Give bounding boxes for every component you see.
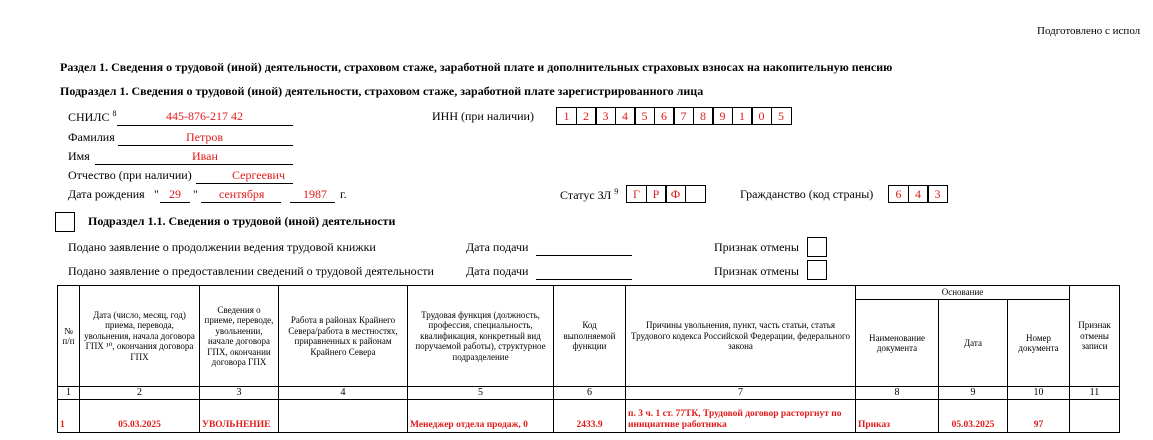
subsection11-title: Подраздел 1.1. Сведения о трудовой (иной) деятельности xyxy=(88,214,396,228)
column-number: 4 xyxy=(279,387,408,400)
table-cell[interactable]: 05.03.2025 xyxy=(80,400,200,433)
subsection-title: Подраздел 1. Сведения о трудовой (иной) деятельности, страховом стаже, заработной плате зарегистрированного лица xyxy=(60,84,704,98)
status-cell[interactable]: Р xyxy=(646,185,667,203)
inn-label: ИНН (при наличии) xyxy=(432,109,534,123)
column-number: 10 xyxy=(1008,387,1070,400)
header-doc-number: Номер документа xyxy=(1008,300,1070,387)
header-info: Сведения о приеме, переводе, увольнении, начале договора ГПХ, окончании договора ГПХ xyxy=(200,286,279,387)
table-cell[interactable]: Приказ xyxy=(856,400,939,433)
table-cell[interactable]: Менеджер отдела продаж, 0 xyxy=(408,400,554,433)
birth-year-suffix: г. xyxy=(340,187,347,201)
cancel-checkbox-2[interactable] xyxy=(807,260,827,280)
citizenship-cell[interactable]: 3 xyxy=(927,185,948,203)
cancel-checkbox-1[interactable] xyxy=(807,237,827,257)
date-submit-label-1: Дата подачи xyxy=(466,240,529,254)
column-number: 9 xyxy=(939,387,1008,400)
table-cell[interactable] xyxy=(1070,400,1120,433)
column-number: 2 xyxy=(80,387,200,400)
inn-cell[interactable]: 5 xyxy=(634,107,655,125)
column-number: 11 xyxy=(1070,387,1120,400)
patronymic-line xyxy=(196,183,293,184)
status-label: Статус ЗЛ $^9$ xyxy=(560,187,619,202)
inn-cell[interactable]: 2 xyxy=(576,107,597,125)
table-cell[interactable]: 2433.9 xyxy=(554,400,626,433)
header-num: № п/п xyxy=(58,286,80,387)
name-value[interactable]: Иван xyxy=(192,149,218,163)
cancel-label-2: Признак отмены xyxy=(714,264,799,278)
patronymic-value[interactable]: Сергеевич xyxy=(232,168,286,182)
labor-activity-table xyxy=(57,285,1120,433)
header-cancel: Признак отмены записи xyxy=(1070,286,1120,387)
patronymic-label: Отчество (при наличии) xyxy=(68,168,192,182)
citizenship-label: Гражданство (код страны) xyxy=(740,187,874,201)
surname-line xyxy=(118,145,293,146)
table-cell[interactable] xyxy=(279,400,408,433)
header-basis: Основание xyxy=(856,286,1070,300)
inn-cell[interactable]: 5 xyxy=(771,107,792,125)
birth-day-line xyxy=(160,202,190,203)
citizenship-cell[interactable]: 4 xyxy=(908,185,929,203)
inn-cell[interactable]: 3 xyxy=(595,107,616,125)
column-number: 8 xyxy=(856,387,939,400)
status-cells[interactable] xyxy=(626,185,706,203)
table-cell[interactable]: 97 xyxy=(1008,400,1070,433)
header-north: Работа в районах Крайнего Севера/работа в местностях, приравненных к районам Крайнего Севера xyxy=(279,286,408,387)
subsection11-checkbox[interactable] xyxy=(55,212,75,232)
inn-cell[interactable]: 0 xyxy=(751,107,772,125)
column-number: 6 xyxy=(554,387,626,400)
header-doc-date: Дата xyxy=(939,300,1008,387)
date-submit-field-1[interactable] xyxy=(536,255,632,256)
column-number: 7 xyxy=(626,387,856,400)
header-doc-name: Наименование документа xyxy=(856,300,939,387)
inn-cell[interactable]: 7 xyxy=(673,107,694,125)
birth-label: Дата рождения xyxy=(68,187,145,201)
inn-cell[interactable]: 4 xyxy=(615,107,636,125)
continue-book-label: Подано заявление о продолжении ведения трудовой книжки xyxy=(68,240,376,254)
inn-cells[interactable] xyxy=(556,107,792,125)
inn-cell[interactable]: 8 xyxy=(693,107,714,125)
name-line xyxy=(95,164,293,165)
surname-value[interactable]: Петров xyxy=(186,130,224,144)
citizenship-cells[interactable] xyxy=(888,185,948,203)
status-cell[interactable] xyxy=(685,185,706,203)
surname-label: Фамилия xyxy=(68,130,115,144)
header-reason: Причины увольнения, пункт, часть статьи, статья Трудового кодекса Российской Федерации, федерального закона xyxy=(626,286,856,387)
header-code: Код выполняемой функции xyxy=(554,286,626,387)
table-cell[interactable]: 05.03.2025 xyxy=(939,400,1008,433)
section-title: Раздел 1. Сведения о трудовой (иной) деятельности, страховом стаже, заработной плате и дополнительных страховых взносах на накопительную пенсию xyxy=(60,60,893,74)
status-cell[interactable]: Г xyxy=(626,185,647,203)
table-cell[interactable]: УВОЛЬНЕНИЕ xyxy=(200,400,279,433)
prepared-note: Подготовлено с испол xyxy=(1037,25,1141,37)
status-cell[interactable]: Ф xyxy=(665,185,686,203)
table-cell[interactable]: 1 xyxy=(58,400,80,433)
birth-month-line xyxy=(201,202,281,203)
column-number: 3 xyxy=(200,387,279,400)
snils-label: СНИЛС $^8$ xyxy=(68,109,117,124)
column-numbers-row xyxy=(58,387,1120,400)
birth-quote-open: " xyxy=(154,187,159,201)
inn-cell[interactable]: 6 xyxy=(654,107,675,125)
inn-cell[interactable]: 9 xyxy=(712,107,733,125)
header-date: Дата (число, месяц, год) приема, перевода, увольнения, начала договора ГПХ ¹⁰, окончания договора ГПХ xyxy=(80,286,200,387)
date-submit-label-2: Дата подачи xyxy=(466,264,529,278)
inn-cell[interactable]: 1 xyxy=(732,107,753,125)
birth-day[interactable]: 29 xyxy=(169,187,181,201)
table-row[interactable] xyxy=(58,400,1120,433)
citizenship-cell[interactable]: 6 xyxy=(888,185,909,203)
header-function: Трудовая функция (должность, профессия, специальность, квалификация, конкретный вид поручаемой работы), структурное подразделение xyxy=(408,286,554,387)
table-cell[interactable]: п. 3 ч. 1 ст. 77ТК, Трудовой договор расторгнут по инициативе работника xyxy=(626,400,856,433)
name-label: Имя xyxy=(68,149,90,163)
column-number: 1 xyxy=(58,387,80,400)
birth-month[interactable]: сентября xyxy=(219,187,265,201)
birth-year[interactable]: 1987 xyxy=(303,187,327,201)
snils-value[interactable]: 445-876-217 42 xyxy=(166,109,243,123)
inn-cell[interactable]: 1 xyxy=(556,107,577,125)
column-number: 5 xyxy=(408,387,554,400)
birth-quote-close: " xyxy=(193,187,198,201)
snils-line xyxy=(117,125,293,126)
cancel-label-1: Признак отмены xyxy=(714,240,799,254)
date-submit-field-2[interactable] xyxy=(536,279,632,280)
birth-year-line xyxy=(290,202,335,203)
provide-info-label: Подано заявление о предоставлении сведений о трудовой деятельности xyxy=(68,264,434,278)
